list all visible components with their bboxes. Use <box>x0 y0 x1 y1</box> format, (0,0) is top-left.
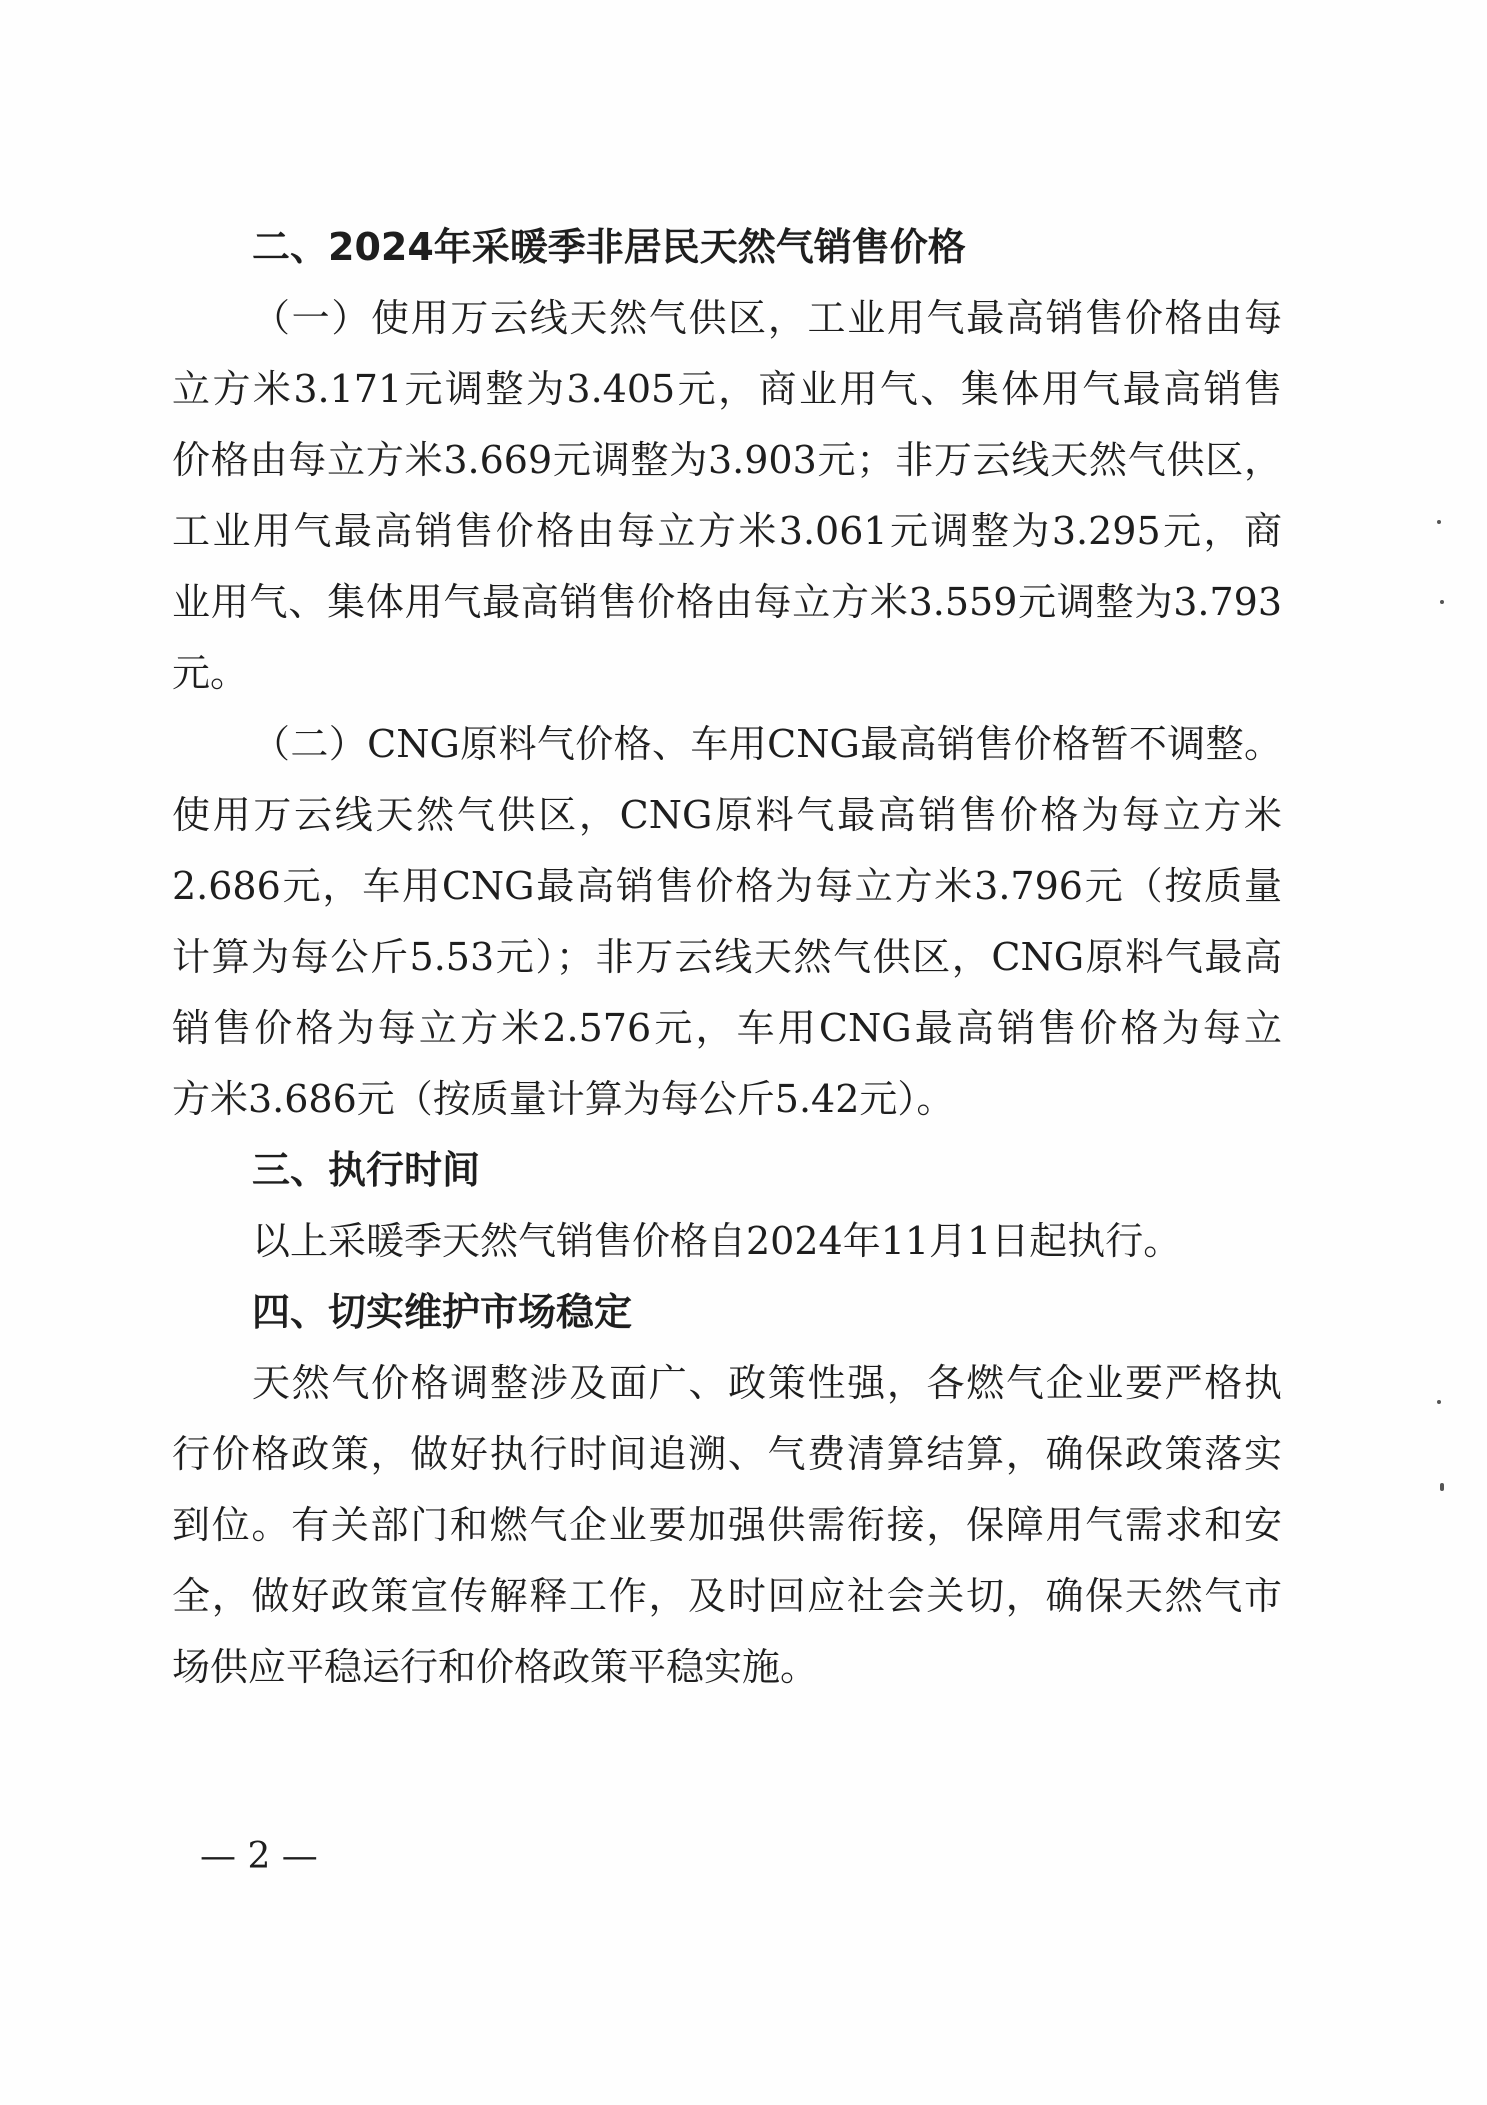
text-line: 2.686元，车用CNG最高销售价格为每立方米3.796元（按质量 <box>172 864 1282 908</box>
paragraph-3: 以上采暖季天然气销售价格自2024年11月1日起执行。 <box>252 1219 1182 1263</box>
scan-speck <box>1440 600 1444 604</box>
scan-speck <box>1437 520 1441 524</box>
section-heading-3: 三、执行时间 <box>252 1148 481 1192</box>
text-line: （二）CNG原料气价格、车用CNG最高销售价格暂不调整。 <box>252 722 1282 766</box>
document-body <box>172 212 1282 1703</box>
text-line: 立方米3.171元调整为3.405元，商业用气、集体用气最高销售 <box>172 367 1282 411</box>
paragraph-2-2 <box>172 709 1282 1135</box>
text-line: 到位。有关部门和燃气企业要加强供需衔接，保障用气需求和安 <box>172 1503 1282 1547</box>
section-heading-4: 四、切实维护市场稳定 <box>252 1290 633 1334</box>
paragraph-2-1 <box>172 283 1282 709</box>
text-line: 行价格政策，做好执行时间追溯、气费清算结算，确保政策落实 <box>172 1432 1282 1476</box>
section-heading-2: 二、2024年采暖季非居民天然气销售价格 <box>252 225 966 269</box>
paragraph-4 <box>172 1348 1282 1703</box>
text-line: 天然气价格调整涉及面广、政策性强，各燃气企业要严格执 <box>252 1361 1282 1405</box>
text-line: 方米3.686元（按质量计算为每公斤5.42元）。 <box>172 1077 955 1121</box>
text-line: 使用万云线天然气供区，CNG原料气最高销售价格为每立方米 <box>172 793 1282 837</box>
scan-speck <box>1440 1483 1444 1491</box>
scan-speck <box>1437 1400 1441 1404</box>
page-number: — 2 — <box>200 1836 318 1877</box>
text-line: 全，做好政策宣传解释工作，及时回应社会关切，确保天然气市 <box>172 1574 1282 1618</box>
text-line: 业用气、集体用气最高销售价格由每立方米3.559元调整为3.793 <box>172 580 1282 624</box>
text-line: （一）使用万云线天然气供区，工业用气最高销售价格由每 <box>252 296 1282 340</box>
text-line: 场供应平稳运行和价格政策平稳实施。 <box>172 1645 819 1689</box>
text-line: 工业用气最高销售价格由每立方米3.061元调整为3.295元，商 <box>172 509 1282 553</box>
text-line: 计算为每公斤5.53元）；非万云线天然气供区，CNG原料气最高 <box>172 935 1282 979</box>
text-line: 销售价格为每立方米2.576元，车用CNG最高销售价格为每立 <box>172 1006 1282 1050</box>
text-line: 价格由每立方米3.669元调整为3.903元；非万云线天然气供区， <box>172 438 1282 482</box>
text-line: 元。 <box>172 651 249 695</box>
